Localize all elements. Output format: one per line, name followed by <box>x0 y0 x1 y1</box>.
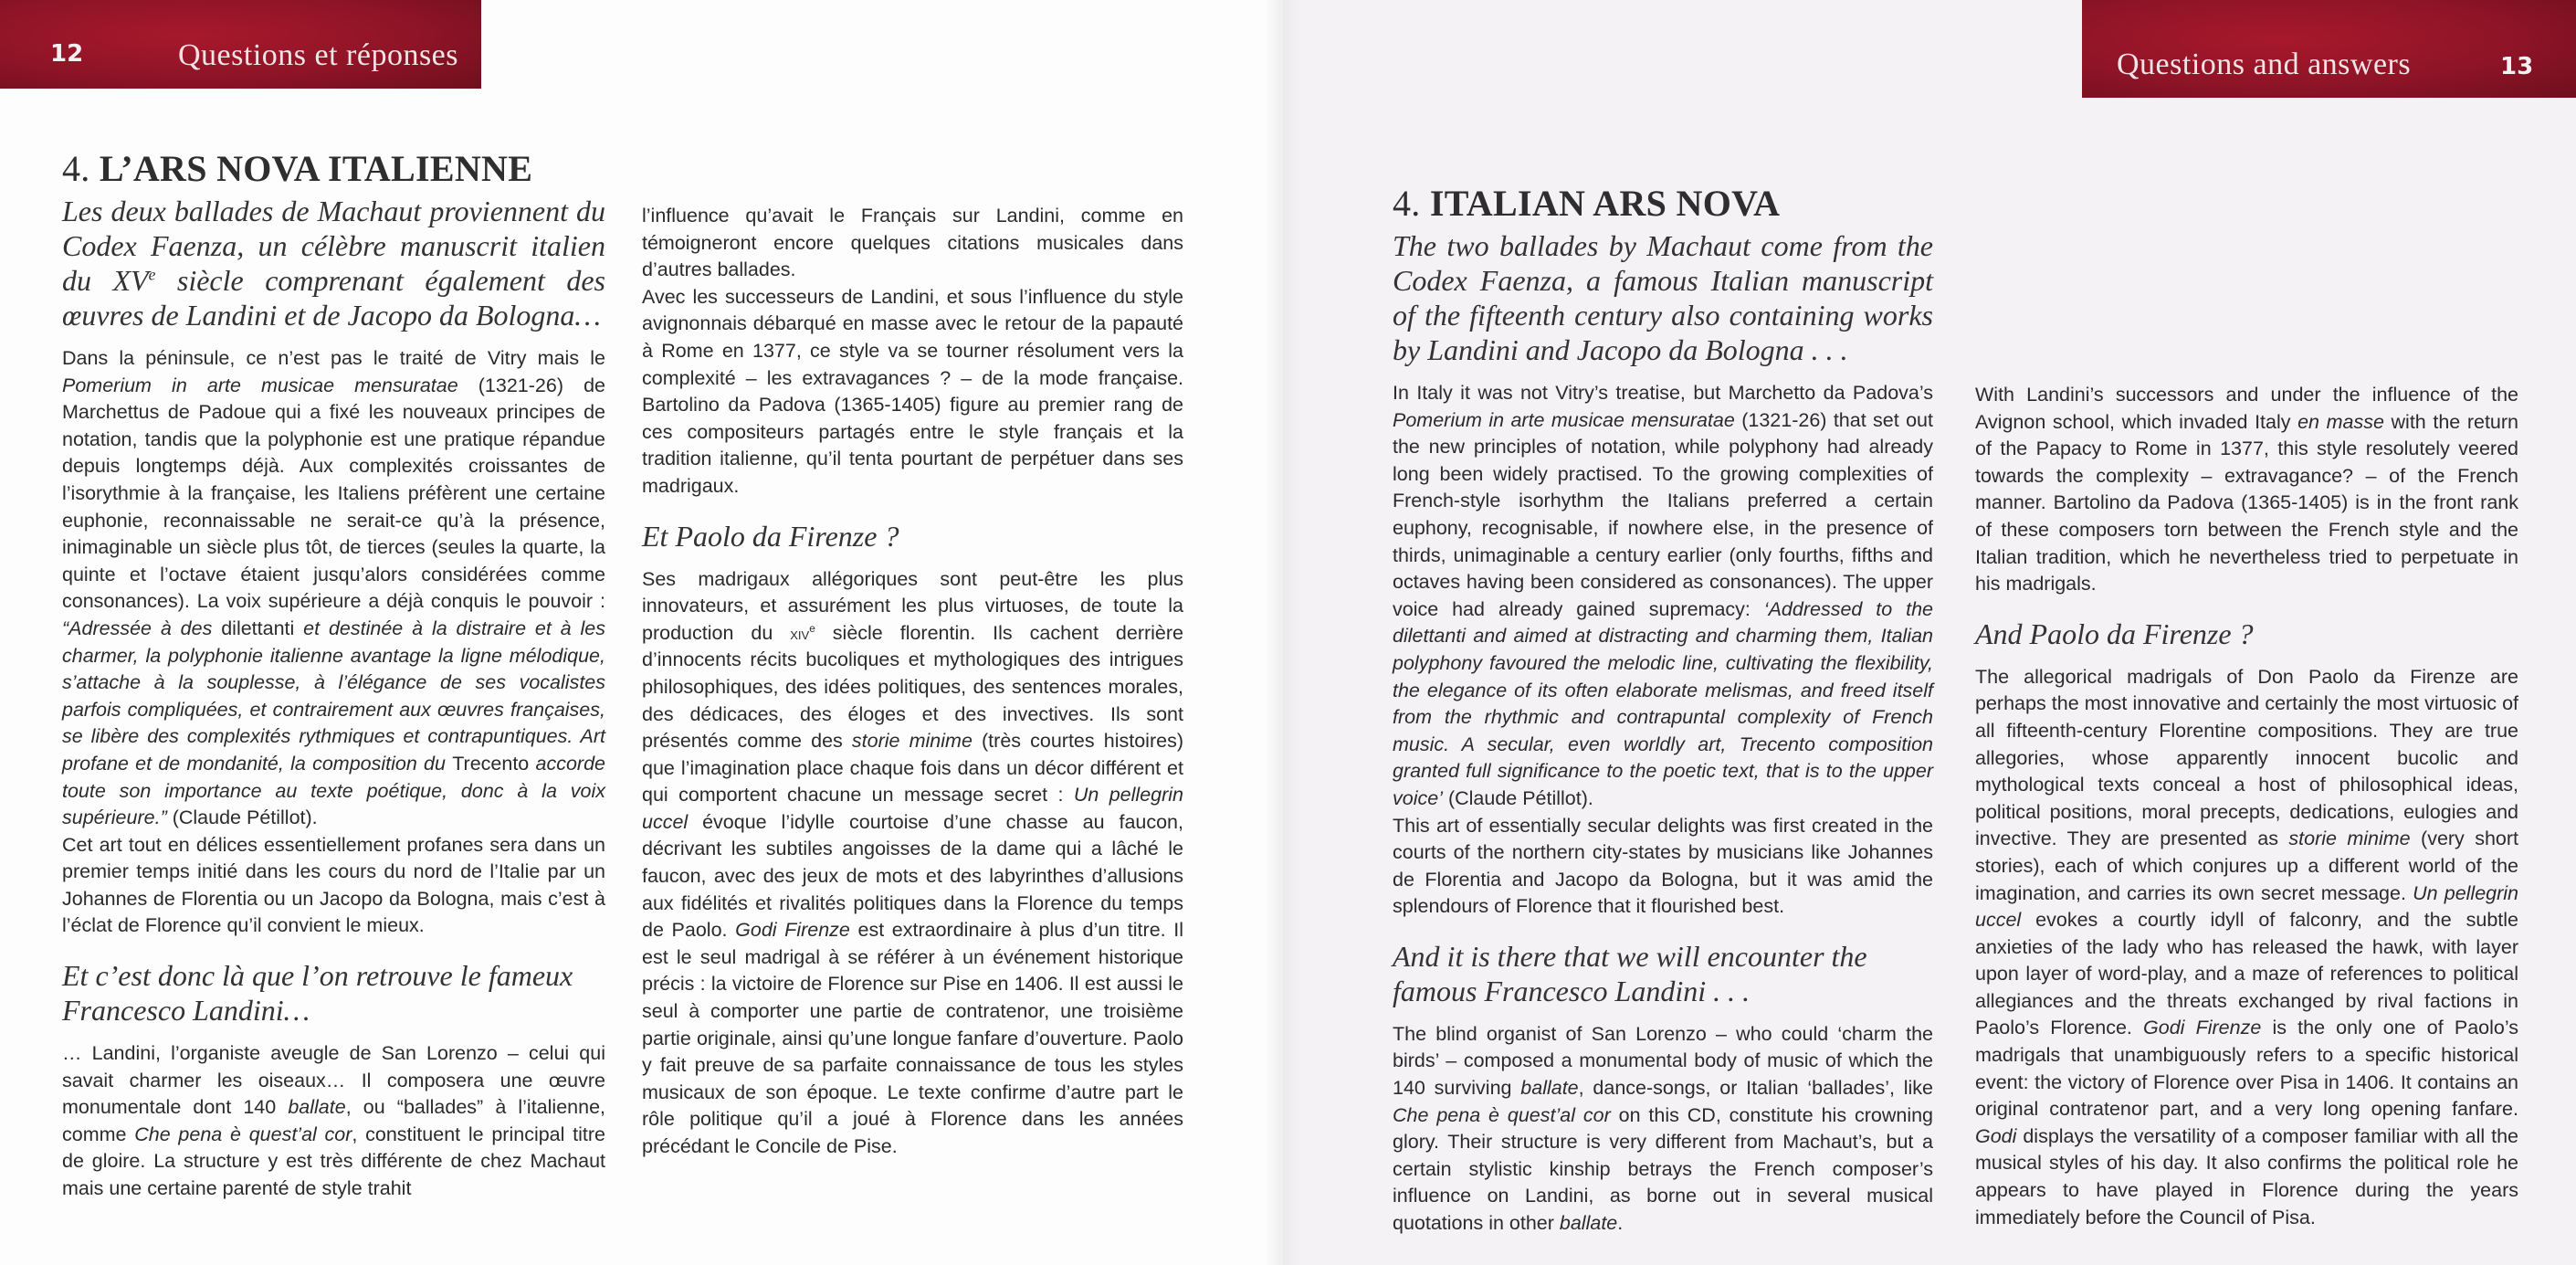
page-number: 12 <box>50 40 84 68</box>
section-heading <box>62 148 605 190</box>
lead-paragraph: The two ballades by Machaut come from the Codex Faenza, a famous Italian manuscript of the fifteenth century also containing works by Landini and Jacopo da Bologna . . . <box>1393 229 1933 366</box>
paragraph: Avec les successeurs de Landini, et sous l’influence du style avignonnais débarqué en masse avec le retour de la papauté à Rome en 1377, ce style va se tourner résolument vers la complexité – les extravagances ? – de la mode française. Bartolino da Padova (1365-1405) figure au premier rang de ces compositeurs partagés entre le style français et la tradition italienne, qu’il tenta pourtant de perpétuer dans ses madrigaux. <box>642 285 1183 497</box>
italic-text: Pomerium in arte musicae mensuratae <box>1393 408 1735 431</box>
italic-text: “Adressée à des <box>62 617 222 639</box>
paragraph: This art of essentially secular delights was first created in the courts of the northern city-states by musicians like Johannes de Florentia and Jacopo da Bologna, but it was amid the splendours of Florence that it flourished best. <box>1393 814 1933 918</box>
paragraph: Ses madrigaux allégoriques sont peut-être les plus innovateurs, et assurément les plus virtuoses, de toute la production du xiv$^e$ siècle florentin. Ils cachent derrière d’innocents récits bucoliques et mythologiques des intrigues philosophiques, des idées politiques, des sentences morales, des dédicaces, des éloges et des invectives. Ils sont présentés comme des storie minime (très courtes histoires) que l’imagination place chaque fois dans un décor différent et qui comportent chacune un message secret : Un pellegrin uccel évoque l’idylle courtoise d’une chasse au faucon, décrivant les subtiles angoisses de la dame qui a lâché le faucon, avec des jeux de mots et des labyrinthes d’allusions aux fidélités et rivalités politiques dans la Florence du temps de Paolo. Godi Firenze est extraordinaire à plus d’un titre. Il est le seul madrigal à se référer à un événement historique précis : la victoire de Florence sur Pise en 1406. Il est aussi le seul à comporter une partie de contratenor, une troisième partie originale, ainsi qu’une longue fanfare d’ouverture. Paolo y fait preuve de sa parfaite connaissance de tous les styles musicaux de son époque. Le texte confirme d’autre part le rôle politique qu’il a joué à Florence dans les années précédant le Concile de Pise. <box>642 567 1183 1157</box>
body-text <box>642 203 1183 501</box>
paragraph: l’influence qu’avait le Français sur Landini, comme en témoigneront encore quelques citations musicales dans d’autres ballades. <box>642 205 1183 281</box>
body-text <box>1393 380 1933 921</box>
heading-number: 4. <box>1393 183 1421 224</box>
paragraph: … Landini, l’organiste aveugle de San Lorenzo – celui qui savait charmer les oiseaux… Il composera une œuvre monumentale dont 140 ballate, ou “ballades” à l’italienne, comme Che pena è quest’al cor, constituent le principal titre de gloire. La structure y est très différente de chez Machaut mais une certaine parenté de style trahit <box>62 1042 605 1200</box>
paragraph: In Italy it was not Vitry’s treatise, but Marchetto da Padova’s Pomerium in arte musicae mensuratae (1321-26) that set out the new principles of notation, while polyphony had already long been widely practised. To the growing complexities of French-style isorhythm the Italians preferred a certain euphony, recognisable, if nowhere else, in the presence of thirds, unimaginable a century earlier (only fourths, fifths and octaves having been considered as consonances). The upper voice had already gained supremacy: ‘Addressed to the dilettanti and aimed at distracting and charming them, Italian polyphony favoured the melodic line, cultivating the flexibility, the elegance of its often elaborate melismas, and freed itself from the rhythmic and contrapuntal complexity of French music. A secular, even worldly art, Trecento composition granted full significance to the poetic text, that is to the upper voice’ (Claude Pétillot). <box>1393 382 1933 809</box>
body-text <box>1975 382 2518 598</box>
superscript: e <box>148 265 156 284</box>
header-bar-right <box>2082 0 2576 98</box>
superscript: e <box>809 621 815 635</box>
body-text <box>642 566 1183 1161</box>
body-text <box>62 345 605 940</box>
column-3 <box>1393 183 1933 1238</box>
paragraph: With Landini’s successors and under the influence of the Avignon school, which invaded Italy en masse with the return of the Papacy to Rome in 1377, this style resolutely veered towards the complexity – extravagance? – of the French manner. Bartolino da Padova (1365-1405) is in the front rank of these composers torn between the French style and the Italian tradition, which he nevertheless tried to perpetuate in his madrigals. <box>1975 384 2518 596</box>
column-2 <box>642 203 1183 1161</box>
book-gutter <box>1265 0 1301 1265</box>
paragraph: The blind organist of San Lorenzo – who could ‘charm the birds’ – composed a monumental body of music of which the 140 surviving ballate, dance-songs, or Italian ‘ballades’, like Che pena è quest’al cor on this CD, constitute his crowning glory. Their structure is very different from Machaut’s, but a certain stylistic kinship betrays the French composer’s influence on Landini, as borne out in several musical quotations in other ballate. <box>1393 1022 1934 1235</box>
paragraph: Cet art tout en délices essentiellement profanes sera dans un premier temps initié dans les cours du nord de l’Italie par un Johannes de Florentia ou un Jacopo da Bologna, mais c’est à l’éclat de Florence qu’il convient le mieux. <box>62 833 605 937</box>
running-title: Questions and answers <box>2117 47 2412 81</box>
column-1 <box>62 148 605 1203</box>
paragraph: The allegorical madrigals of Don Paolo da Firenze are perhaps the most innovative and certainly the most virtuosic of all fifteenth-century Florentine compositions. They are true allegories, whose apparently innocent bucolic and mythological texts conceal a host of philosophical ideas, political positions, moral precepts, dedications, eulogies and invective. They are presented as storie minime (very short stories), each of which conjures up a different world of the imagination, and carries its own secret message. Un pellegrin uccel evokes a courtly idyll of falconry, and the subtle anxieties of the lady who has released the hawk, with layer upon layer of word-play, and a maze of references to political allegiances and the threats exchanged by rival factions in Paolo’s Florence. Godi Firenze is the only one of Paolo’s madrigals that unambiguously refers to a specific historical event: the victory of Florence over Pisa in 1406. It contains an original contratenor part, and a very long opening fanfare. Godi displays the versatility of a composer familiar with all the musical styles of his day. It also confirms the political role he appears to have played in Florence during the years immediately before the Council of Pisa. <box>1975 665 2519 1228</box>
heading-text: ITALIAN ARS NOVA <box>1429 183 1781 224</box>
heading-number: 4. <box>62 148 90 189</box>
italic-text: ballate <box>1559 1212 1618 1235</box>
italic-text: Godi Firenze <box>735 919 850 942</box>
italic-text: storie minime <box>2288 828 2411 850</box>
heading-text: L’ARS NOVA ITALIENNE <box>99 148 533 189</box>
subheading: And Paolo da Firenze ? <box>1975 617 2254 650</box>
italic-text: en masse <box>2297 410 2384 433</box>
italic-text: ‘Addressed to the dilettanti and aimed at distracting and charming them, Italian polyphony favoured the melodic line, cultivating the flexibility, the elegance of its often elaborate melismas, and freed itself from the rhythmic and contrapuntal complexity of French music. A secular, even worldly art, Trecento composition granted full significance to the poetic text, that is to the upper voice’ <box>1393 597 1933 809</box>
section-heading <box>1393 183 1933 225</box>
paragraph: Dans la péninsule, ce n’est pas le traité de Vitry mais le Pomerium in arte musicae mensuratae (1321-26) de Marchettus de Padoue qui a fixé les nouveaux principes de notation, tandis que la polyphonie est une pratique répandue depuis longtemps déjà. Aux complexités croissantes de l’isorythmie à la française, les Italiens préfèrent une certaine euphonie, reconnaissable ne serait-ce qu’à la présence, inimaginable un siècle plus tôt, de tierces (seules la quarte, la quinte et l’octave étaient jusqu’alors considérées comme consonances). La voix supérieure a déjà conquis le pouvoir : “Adressée à des dilettanti et destinée à la distraire et à les charmer, la polyphonie italienne avantage la ligne mélodique, s’attache à la souplesse, à l’élégance de ses vocalistes parfois compliquées, et contrairement aux œuvres françaises, se libère des complexités rythmiques et contrapuntiques. Art profane et de mondanité, la composition du Trecento accorde toute son importance au texte poétique, donc à la voix supérieure.” (Claude Pétillot). <box>62 347 605 829</box>
italic-text: accorde toute son importance au texte poétique, donc à la voix supérieure.” <box>62 752 605 829</box>
italic-text: Che pena è quest’al cor <box>1393 1103 1611 1126</box>
body-text <box>62 1040 605 1203</box>
body-text <box>1393 1021 1933 1238</box>
column-4 <box>1975 382 2518 1231</box>
italic-text: et destinée à la distraire et à les charmer, la polyphonie italienne avantage la ligne mélodique, s’attache à la souplesse, à l’élégance de ses vocalistes parfois compliquées, et contrairement aux œuvres françaises, se libère des complexités rythmiques et contrapuntiques. Art profane et de mondanité, la composition du <box>62 617 605 775</box>
subheading: Et c’est donc là que l’on retrouve le fameux Francesco Landini… <box>62 959 573 1028</box>
page-number: 13 <box>2500 53 2534 80</box>
lead-paragraph: Les deux ballades de Machaut proviennent du Codex Faenza, un célèbre manuscrit italien du XVe siècle comprenant également des œuvres de Landini et de Jacopo da Bologna… <box>62 195 605 332</box>
running-title: Questions et réponses <box>178 38 459 72</box>
italic-text: Godi Firenze <box>2143 1017 2262 1039</box>
italic-text: ballate <box>1520 1077 1579 1100</box>
italic-text: ballate <box>288 1096 346 1119</box>
subheading: Et Paolo da Firenze ? <box>642 519 899 553</box>
italic-text: Che pena è quest’al cor <box>134 1123 352 1145</box>
subheading: And it is there that we will encounter the famous Francesco Landini . . . <box>1393 939 1867 1007</box>
italic-text: Pomerium in arte musicae mensuratae <box>62 374 458 396</box>
body-text <box>1975 664 2518 1231</box>
small-caps-text: xiv <box>790 623 810 643</box>
italic-text: Un pellegrin uccel <box>642 784 1183 833</box>
italic-text: Godi <box>1975 1124 2017 1147</box>
italic-text: storie minime <box>851 730 973 753</box>
header-bar-left <box>0 0 481 89</box>
italic-text: Un pellegrin uccel <box>1975 881 2519 932</box>
